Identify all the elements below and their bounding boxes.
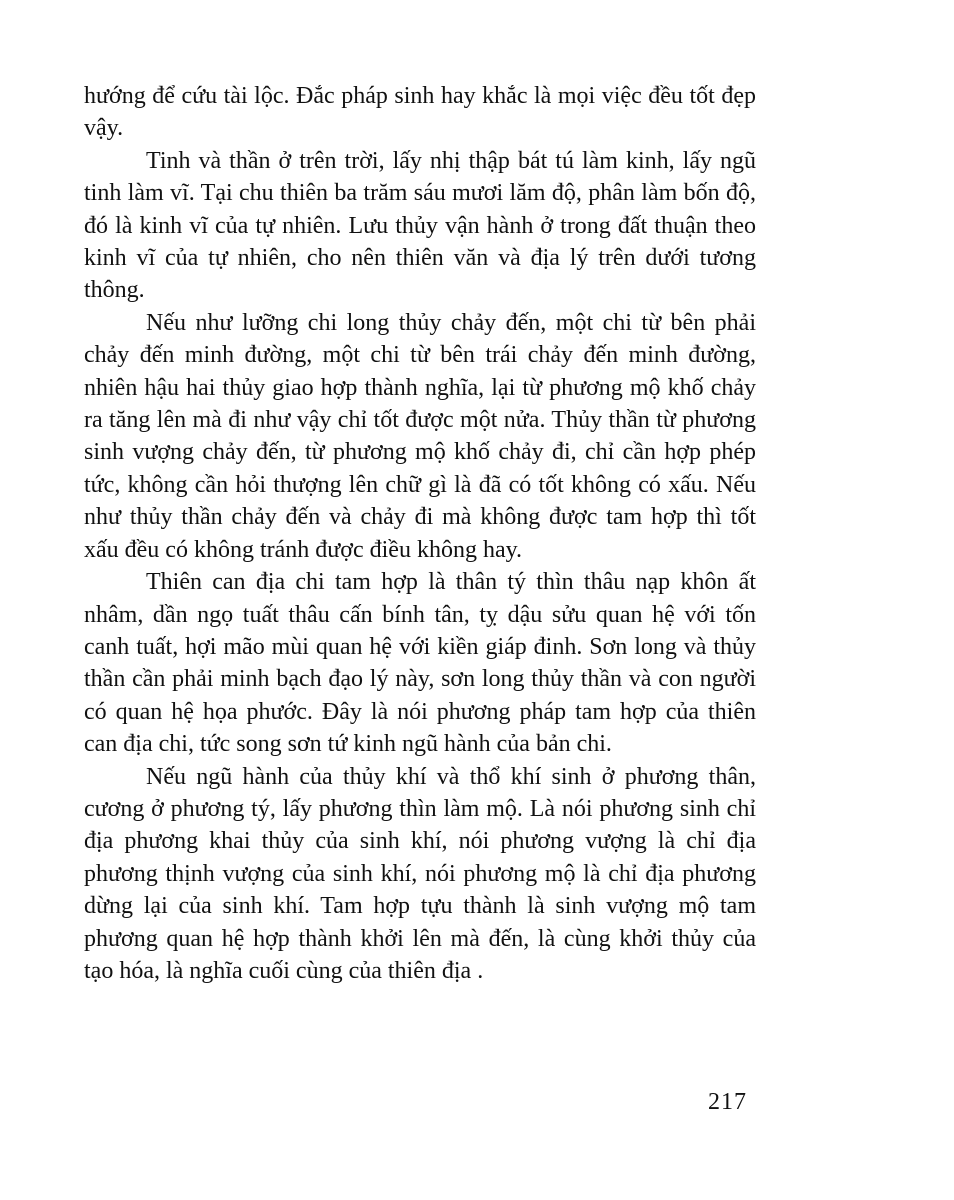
paragraph-4: Thiên can địa chi tam hợp là thân tý thìn thâu nạp khôn ất nhâm, dần ngọ tuất thâu cấn bính tân, tỵ dậu sửu quan hệ với tốn canh tuất, hợi mão mùi quan hệ với kiền giáp đinh. Sơn long và thủy thần cần phải minh bạch đạo lý này, sơn long thủy thần và con người có quan hệ họa phước. Đây là nói phương pháp tam hợp của thiên can địa chi, tức song sơn tứ kinh ngũ hành của bản chi. [84,569,756,758]
paragraph-1: hướng để cứu tài lộc. Đắc pháp sinh hay khắc là mọi việc đều tốt đẹp vậy. [84,83,756,142]
paragraph-3: Nếu như lưỡng chi long thủy chảy đến, một chi từ bên phải chảy đến minh đường, một chi từ bên trái chảy đến minh đường, nhiên hậu hai thủy giao hợp thành nghĩa, lại từ phương mộ khố chảy ra tăng lên mà đi như vậy chỉ tốt được một nửa. Thủy thần từ phương sinh vượng chảy đến, từ phương mộ khố chảy đi, chỉ cần hợp phép tức, không cần hỏi thượng lên chữ gì là đã có tốt không có xấu. Nếu như thủy thần chảy đến và chảy đi mà không được tam hợp thì tốt xấu đều có không tránh được điều không hay. [84,309,756,563]
paragraph-5: Nếu ngũ hành của thủy khí và thổ khí sinh ở phương thân, cương ở phương tý, lấy phương thìn làm mộ. Là nói phương sinh chỉ địa phương khai thủy của sinh khí, nói phương vượng là chỉ địa phương thịnh vượng của sinh khí, nói phương mộ là chỉ địa phương dừng lại của sinh khí. Tam hợp tựu thành là sinh vượng mộ tam phương quan hệ hợp thành khởi lên mà đến, là cùng khởi thủy của tạo hóa, là nghĩa cuối cùng của thiên địa . [84,763,756,984]
paragraph-2: Tinh và thần ở trên trời, lấy nhị thập bát tú làm kinh, lấy ngũ tinh làm vĩ. Tại chu thiên ba trăm sáu mươi lăm độ, phân làm bốn độ, đó là kinh vĩ của tự nhiên. Lưu thủy vận hành ở trong đất thuận theo kinh vĩ của tự nhiên, cho nên thiên văn và địa lý trên dưới tương thông. [84,147,756,304]
page-number: 217 [708,1089,747,1115]
body-text [84,80,756,987]
